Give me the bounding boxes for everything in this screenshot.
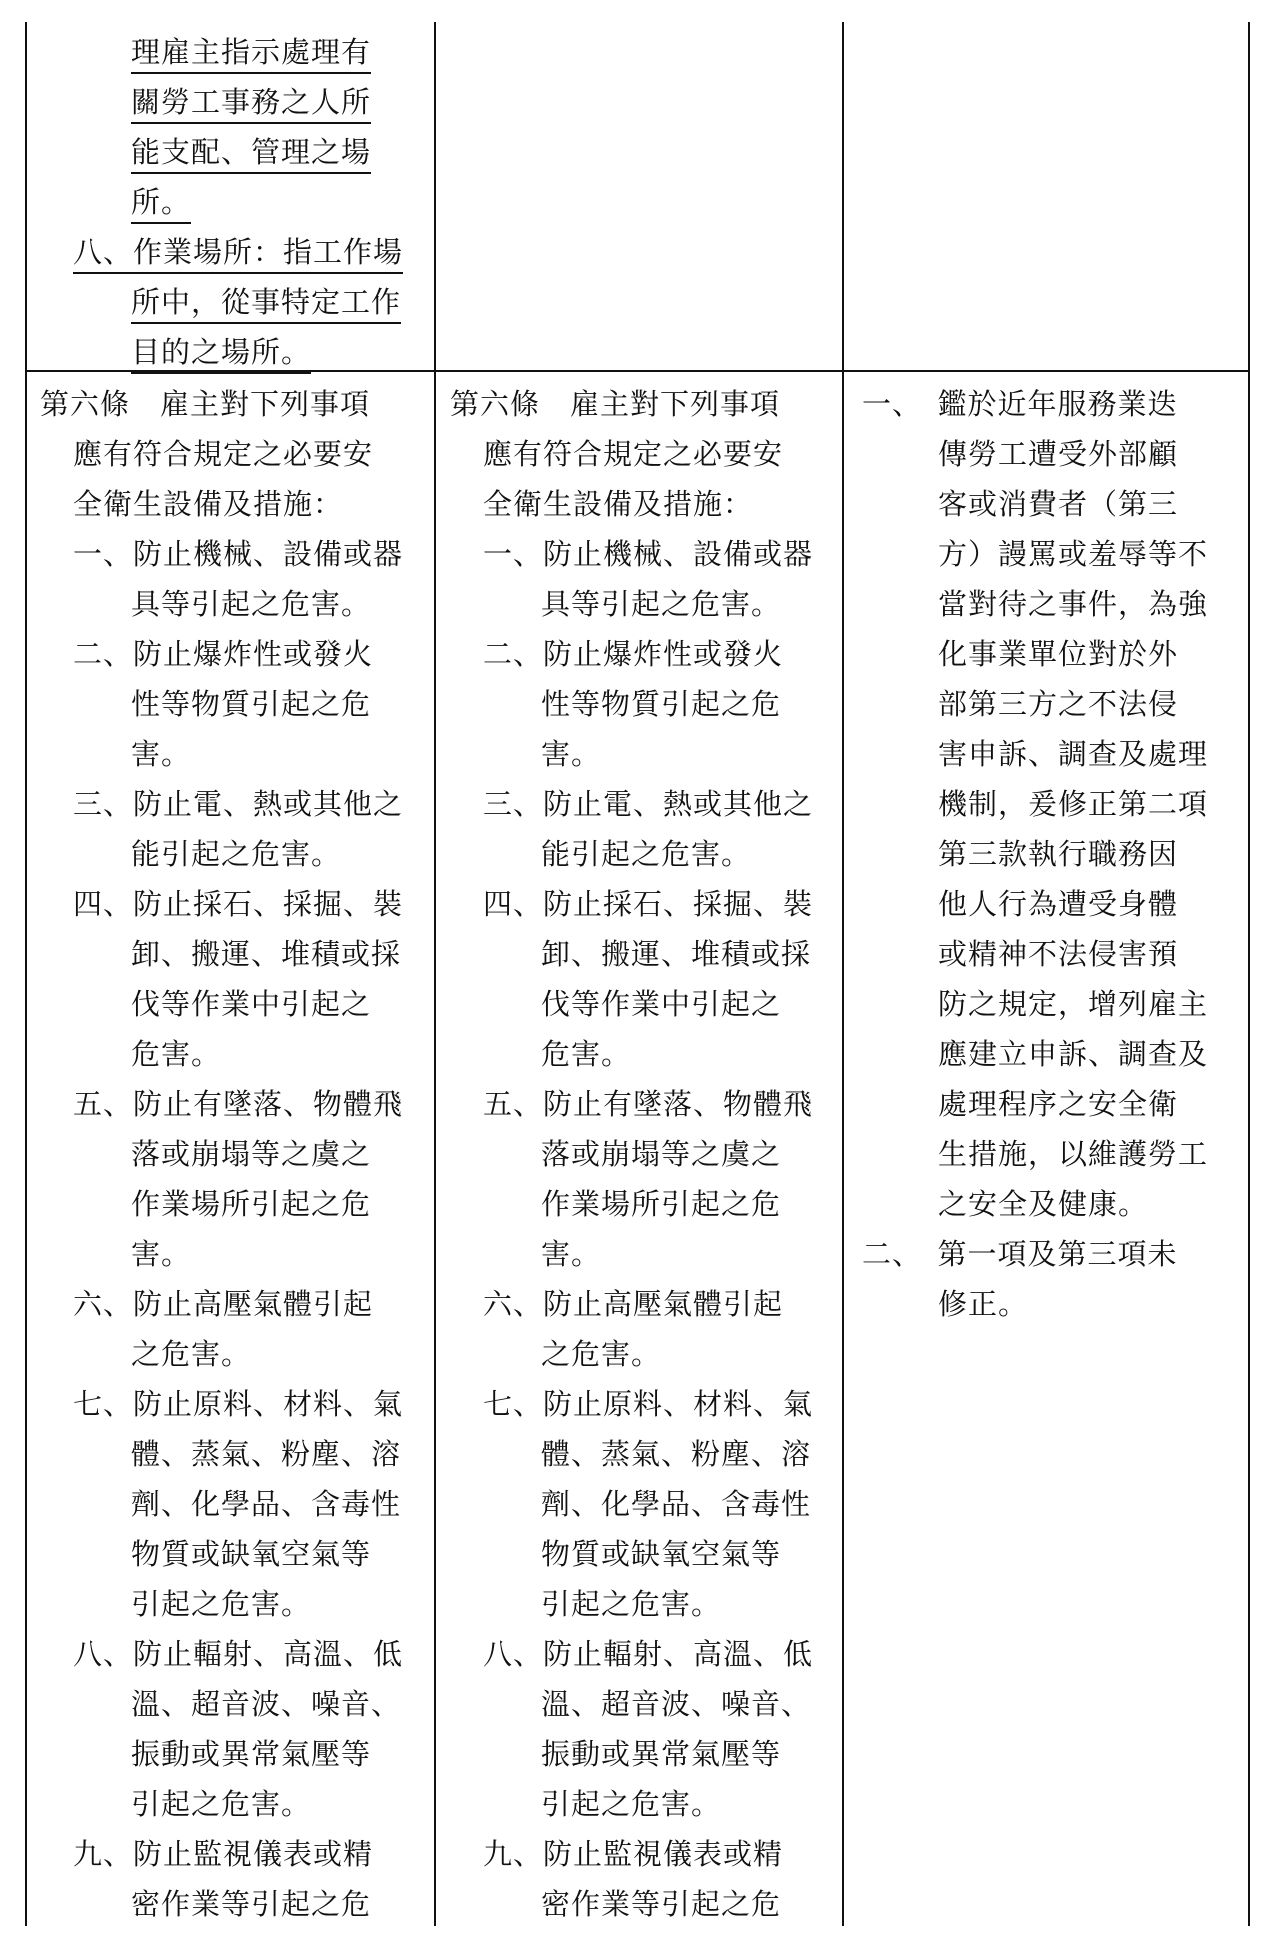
text-line: 二、防止爆炸性或發火 bbox=[73, 637, 374, 671]
text-line: 一、防止機械、設備或器 bbox=[483, 537, 814, 571]
text-line: 能支配、管理之場 bbox=[131, 130, 371, 174]
text-line: 害。 bbox=[541, 1237, 602, 1271]
text-line: 第六條 雇主對下列事項 bbox=[450, 387, 781, 421]
text-line: 六、防止高壓氣體引起 bbox=[73, 1287, 374, 1321]
text-line: 密作業等引起之危 bbox=[131, 1887, 372, 1921]
text-line: 處理程序之安全衛 bbox=[938, 1087, 1179, 1121]
text-line: 危害。 bbox=[541, 1037, 632, 1071]
text-line: 卸、搬運、堆積或採 bbox=[131, 937, 402, 971]
text-line: 之危害。 bbox=[131, 1337, 252, 1371]
text-line: 伐等作業中引起之 bbox=[131, 987, 372, 1021]
text-line: 六、防止高壓氣體引起 bbox=[483, 1287, 784, 1321]
text-line: 或精神不法侵害預 bbox=[938, 937, 1179, 971]
text-line: 應有符合規定之必要安 bbox=[73, 437, 374, 471]
text-line: 溫、超音波、噪音、 bbox=[541, 1687, 812, 1721]
text-line: 九、防止監視儀表或精 bbox=[73, 1837, 374, 1871]
text-line: 修正。 bbox=[938, 1287, 1029, 1321]
text-line: 機制，爰修正第二項 bbox=[938, 787, 1209, 821]
text-line: 之安全及健康。 bbox=[938, 1187, 1149, 1221]
text-line: 具等引起之危害。 bbox=[131, 587, 372, 621]
text-line: 防之規定，增列雇主 bbox=[938, 987, 1209, 1021]
text-line: 引起之危害。 bbox=[541, 1787, 722, 1821]
text-line: 性等物質引起之危 bbox=[131, 687, 372, 721]
text-line: 三、防止電、熱或其他之 bbox=[73, 787, 404, 821]
text-line: 劑、化學品、含毒性 bbox=[131, 1487, 402, 1521]
text-line: 密作業等引起之危 bbox=[541, 1887, 782, 1921]
text-line: 危害。 bbox=[131, 1037, 222, 1071]
text-line: 之危害。 bbox=[541, 1337, 662, 1371]
text-line: 物質或缺氧空氣等 bbox=[131, 1537, 372, 1571]
text-line: 化事業單位對於外 bbox=[938, 637, 1179, 671]
text-line: 卸、搬運、堆積或採 bbox=[541, 937, 812, 971]
text-line: 具等引起之危害。 bbox=[541, 587, 782, 621]
text-line: 作業場所引起之危 bbox=[131, 1187, 372, 1221]
text-line: 七、防止原料、材料、氣 bbox=[73, 1387, 404, 1421]
text-line: 物質或缺氧空氣等 bbox=[541, 1537, 782, 1571]
text-line: 害申訴、調查及處理 bbox=[938, 737, 1209, 771]
text-line: 四、防止採石、採掘、裝 bbox=[483, 887, 814, 921]
text-line: 關勞工事務之人所 bbox=[131, 80, 371, 124]
text-line: 體、蒸氣、粉塵、溶 bbox=[131, 1437, 402, 1471]
text-line: 三、防止電、熱或其他之 bbox=[483, 787, 814, 821]
text-line: 第三款執行職務因 bbox=[938, 837, 1179, 871]
text-line: 客或消費者（第三 bbox=[938, 487, 1179, 521]
text-line: 伐等作業中引起之 bbox=[541, 987, 782, 1021]
text-line: 方）謾罵或羞辱等不 bbox=[938, 537, 1209, 571]
text-line: 振動或異常氣壓等 bbox=[541, 1737, 782, 1771]
text-line: 一、 鑑於近年服務業迭 bbox=[862, 387, 1178, 421]
text-line: 當對待之事件，為強 bbox=[938, 587, 1209, 621]
text-line: 一、防止機械、設備或器 bbox=[73, 537, 404, 571]
text-line: 性等物質引起之危 bbox=[541, 687, 782, 721]
text-line: 目的之場所。 bbox=[131, 330, 311, 374]
text-line: 引起之危害。 bbox=[131, 1787, 312, 1821]
text-line: 第六條 雇主對下列事項 bbox=[40, 387, 371, 421]
text-line: 落或崩塌等之虞之 bbox=[541, 1137, 782, 1171]
text-line: 二、 第一項及第三項未 bbox=[862, 1237, 1178, 1271]
text-line: 七、防止原料、材料、氣 bbox=[483, 1387, 814, 1421]
text-line: 所中，從事特定工作 bbox=[131, 280, 401, 324]
text-line: 體、蒸氣、粉塵、溶 bbox=[541, 1437, 812, 1471]
text-line: 害。 bbox=[131, 737, 192, 771]
text-line: 八、防止輻射、高溫、低 bbox=[73, 1637, 404, 1671]
text-line: 引起之危害。 bbox=[131, 1587, 312, 1621]
text-line: 能引起之危害。 bbox=[541, 837, 752, 871]
text-line: 引起之危害。 bbox=[541, 1587, 722, 1621]
text-line: 部第三方之不法侵 bbox=[938, 687, 1179, 721]
text-line: 全衛生設備及措施： bbox=[483, 487, 754, 521]
text-line: 四、防止採石、採掘、裝 bbox=[73, 887, 404, 921]
text-line: 劑、化學品、含毒性 bbox=[541, 1487, 812, 1521]
text-line: 八、作業場所：指工作場 bbox=[73, 230, 403, 274]
text-line: 二、防止爆炸性或發火 bbox=[483, 637, 784, 671]
text-line: 害。 bbox=[131, 1237, 192, 1271]
text-line: 應建立申訴、調查及 bbox=[938, 1037, 1209, 1071]
text-line: 理雇主指示處理有 bbox=[131, 30, 371, 74]
text-line: 八、防止輻射、高溫、低 bbox=[483, 1637, 814, 1671]
text-line: 全衛生設備及措施： bbox=[73, 487, 344, 521]
text-line: 所。 bbox=[131, 180, 191, 224]
text-line: 九、防止監視儀表或精 bbox=[483, 1837, 784, 1871]
text-line: 溫、超音波、噪音、 bbox=[131, 1687, 402, 1721]
text-line: 五、防止有墜落、物體飛 bbox=[73, 1087, 404, 1121]
text-line: 傳勞工遭受外部顧 bbox=[938, 437, 1179, 471]
text-line: 他人行為遭受身體 bbox=[938, 887, 1179, 921]
text-line: 應有符合規定之必要安 bbox=[483, 437, 784, 471]
text-line: 五、防止有墜落、物體飛 bbox=[483, 1087, 814, 1121]
text-line: 能引起之危害。 bbox=[131, 837, 342, 871]
text-line: 生措施，以維護勞工 bbox=[938, 1137, 1209, 1171]
text-line: 作業場所引起之危 bbox=[541, 1187, 782, 1221]
text-line: 落或崩塌等之虞之 bbox=[131, 1137, 372, 1171]
text-line: 振動或異常氣壓等 bbox=[131, 1737, 372, 1771]
table-border-right bbox=[1248, 22, 1250, 1926]
text-line: 害。 bbox=[541, 737, 602, 771]
